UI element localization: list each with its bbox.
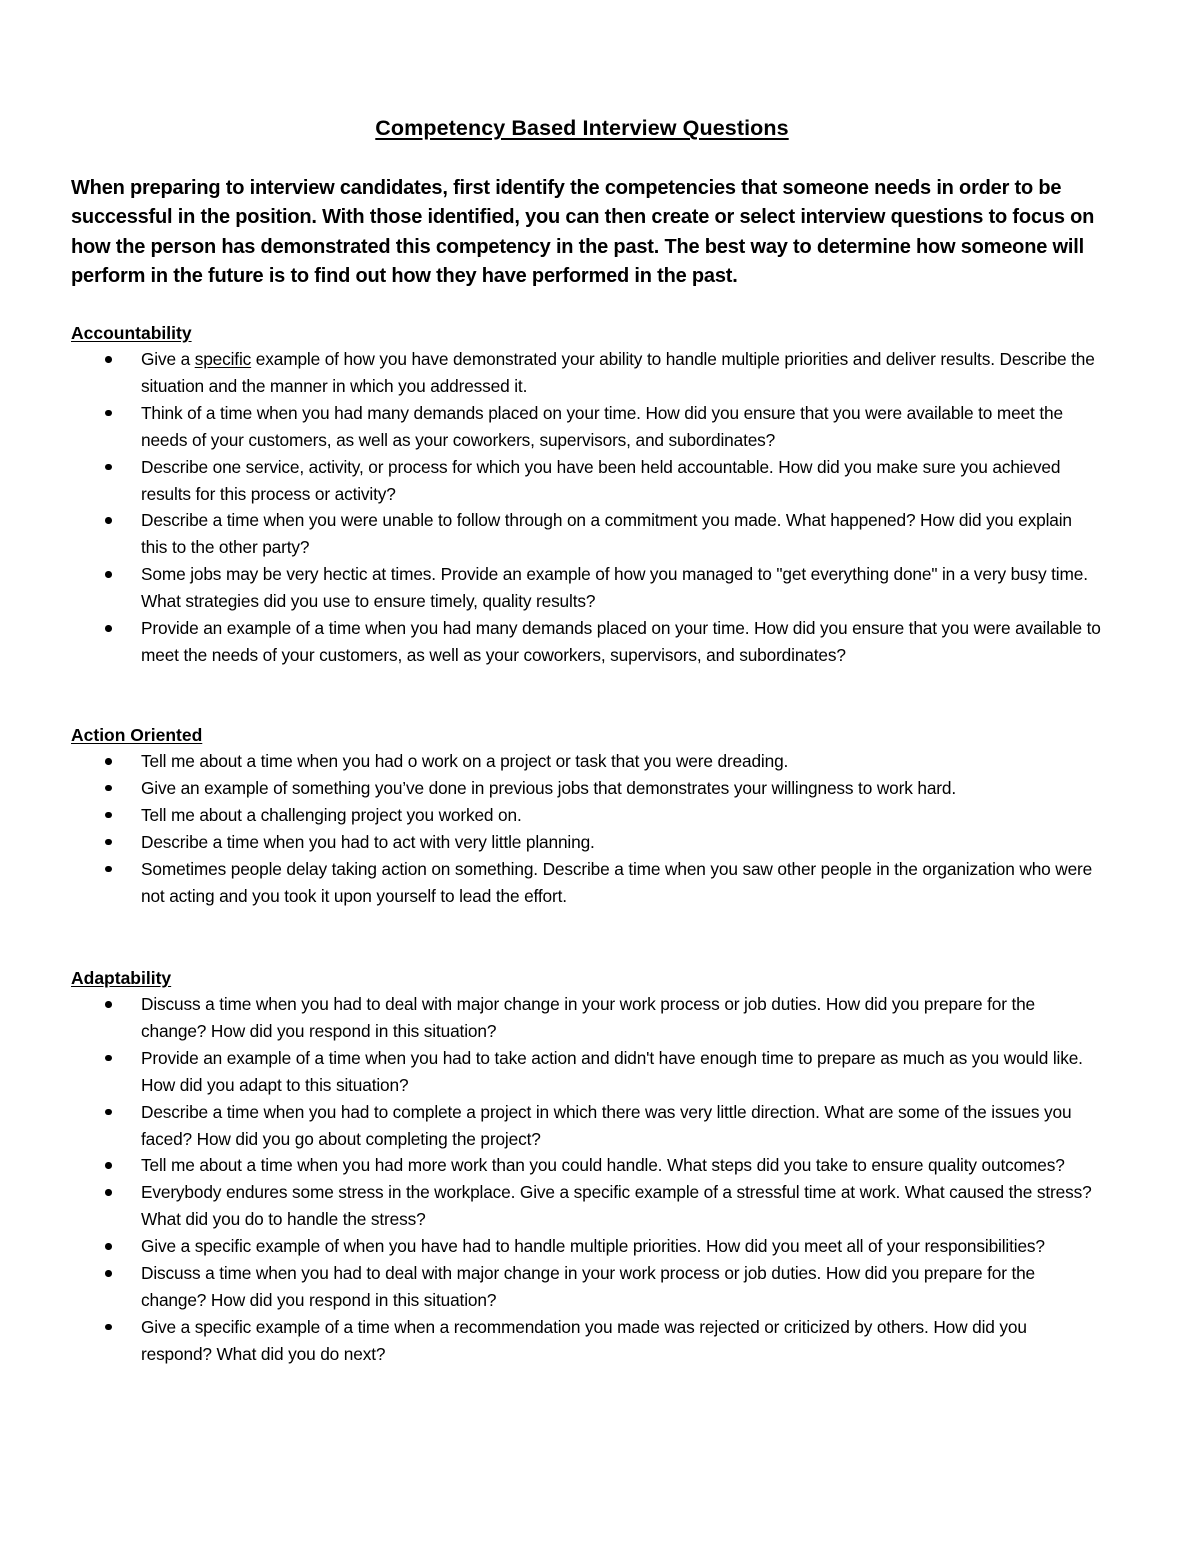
question-text: Sometimes people delay taking action on something. Describe a time when you saw other people in the organization who were not acting and you took it upon yourself to lead the effort.: [141, 858, 1093, 906]
question-item: [71, 1233, 1101, 1260]
section-accountability: [71, 320, 1131, 669]
document-title: Competency Based Interview Questions: [375, 116, 789, 140]
question-text: Describe a time when you had to act with very little planning.: [141, 831, 595, 852]
question-list-action-oriented: [71, 748, 1131, 909]
question-item: [71, 400, 1101, 454]
question-item: [71, 1045, 1101, 1099]
question-item: [71, 829, 1101, 856]
section-heading-action-oriented: Action Oriented: [71, 725, 203, 745]
question-text: Describe a time when you were unable to follow through on a commitment you made. What happened? How did you explain this to the other party?: [141, 510, 1072, 558]
question-item: [71, 856, 1101, 910]
question-list-adaptability: [71, 991, 1131, 1368]
question-text-suffix: example of how you have demonstrated your ability to handle multiple priorities and deliver results. Describe the situation and the manner in which you addressed it.: [141, 349, 1095, 396]
question-item: [71, 1099, 1101, 1153]
question-item: [71, 561, 1101, 615]
question-item: [71, 1179, 1101, 1233]
question-text: Give a specific example of when you have had to handle multiple priorities. How did you meet all of your responsibilities?: [141, 1236, 1045, 1257]
section-heading-adaptability: Adaptability: [71, 968, 172, 988]
section-adaptability: [71, 965, 1131, 1368]
question-text: Some jobs may be very hectic at times. Provide an example of how you managed to "get everything done" in a very busy time. What strategies did you use to ensure timely, quality results?: [141, 564, 1088, 612]
question-item: [71, 1260, 1101, 1314]
question-item: [71, 1152, 1101, 1179]
question-item: [71, 802, 1101, 829]
question-text: Tell me about a challenging project you worked on.: [141, 804, 522, 825]
question-text: Give a specific example of a time when a recommendation you made was rejected or criticized by others. How did you respond? What did you do next?: [141, 1316, 1027, 1364]
intro-paragraph: When preparing to interview candidates, first identify the competencies that someone needs in order to be successful in the position. With those identified, you can then create or select interview questions to focus on how the person has demonstrated this competency in the past. The best way to determine how someone will perform in the future is to find out how they have performed in the past.: [71, 177, 1095, 288]
question-item: [71, 615, 1101, 669]
question-text: Give an example of something you’ve done in previous jobs that demonstrates your willingness to work hard.: [141, 777, 957, 798]
question-item: [71, 507, 1101, 561]
question-text: Discuss a time when you had to deal with major change in your work process or job duties. How did you prepare for the change? How did you respond in this situation?: [141, 994, 1036, 1041]
question-text: Everybody endures some stress in the workplace. Give a specific example of a stressful time at work. What caused the stress? What did you do to handle the stress?: [141, 1182, 1092, 1230]
question-item: [71, 454, 1101, 508]
question-text-emphasis: specific: [194, 349, 252, 369]
question-item: [71, 748, 1101, 775]
question-item: [71, 775, 1101, 802]
question-item: [71, 991, 1101, 1045]
question-text: Provide an example of a time when you had to take action and didn't have enough time to prepare as much as you would like. How did you adapt to this situation?: [141, 1047, 1083, 1095]
question-text-prefix: Give a: [141, 349, 195, 369]
section-action-oriented: [71, 722, 1131, 909]
question-item: [71, 1314, 1101, 1368]
question-text: Think of a time when you had many demands placed on your time. How did you ensure that you were available to meet the needs of your customers, as well as your coworkers, supervisors, and subordinates?: [141, 402, 1063, 450]
question-text: Tell me about a time when you had o work on a project or task that you were dreading.: [141, 751, 789, 771]
question-text: Describe one service, activity, or process for which you have been held accountable. How did you make sure you achieved results for this process or activity?: [141, 456, 1061, 504]
question-text: Tell me about a time when you had more work than you could handle. What steps did you take to ensure quality outcomes?: [141, 1155, 1065, 1176]
question-text: Describe a time when you had to complete a project in which there was very little direction. What are some of the issues you faced? How did you go about completing the project?: [141, 1101, 1072, 1149]
question-item: [71, 346, 1101, 400]
section-heading-accountability: Accountability: [71, 323, 192, 343]
question-list-accountability: [71, 346, 1131, 669]
question-text: Provide an example of a time when you had many demands placed on your time. How did you ensure that you were available to meet the needs of your customers, as well as your coworkers, supervisors, and subordinates?: [141, 618, 1101, 665]
question-text: Discuss a time when you had to deal with major change in your work process or job duties. How did you prepare for the change? How did you respond in this situation?: [141, 1263, 1036, 1310]
